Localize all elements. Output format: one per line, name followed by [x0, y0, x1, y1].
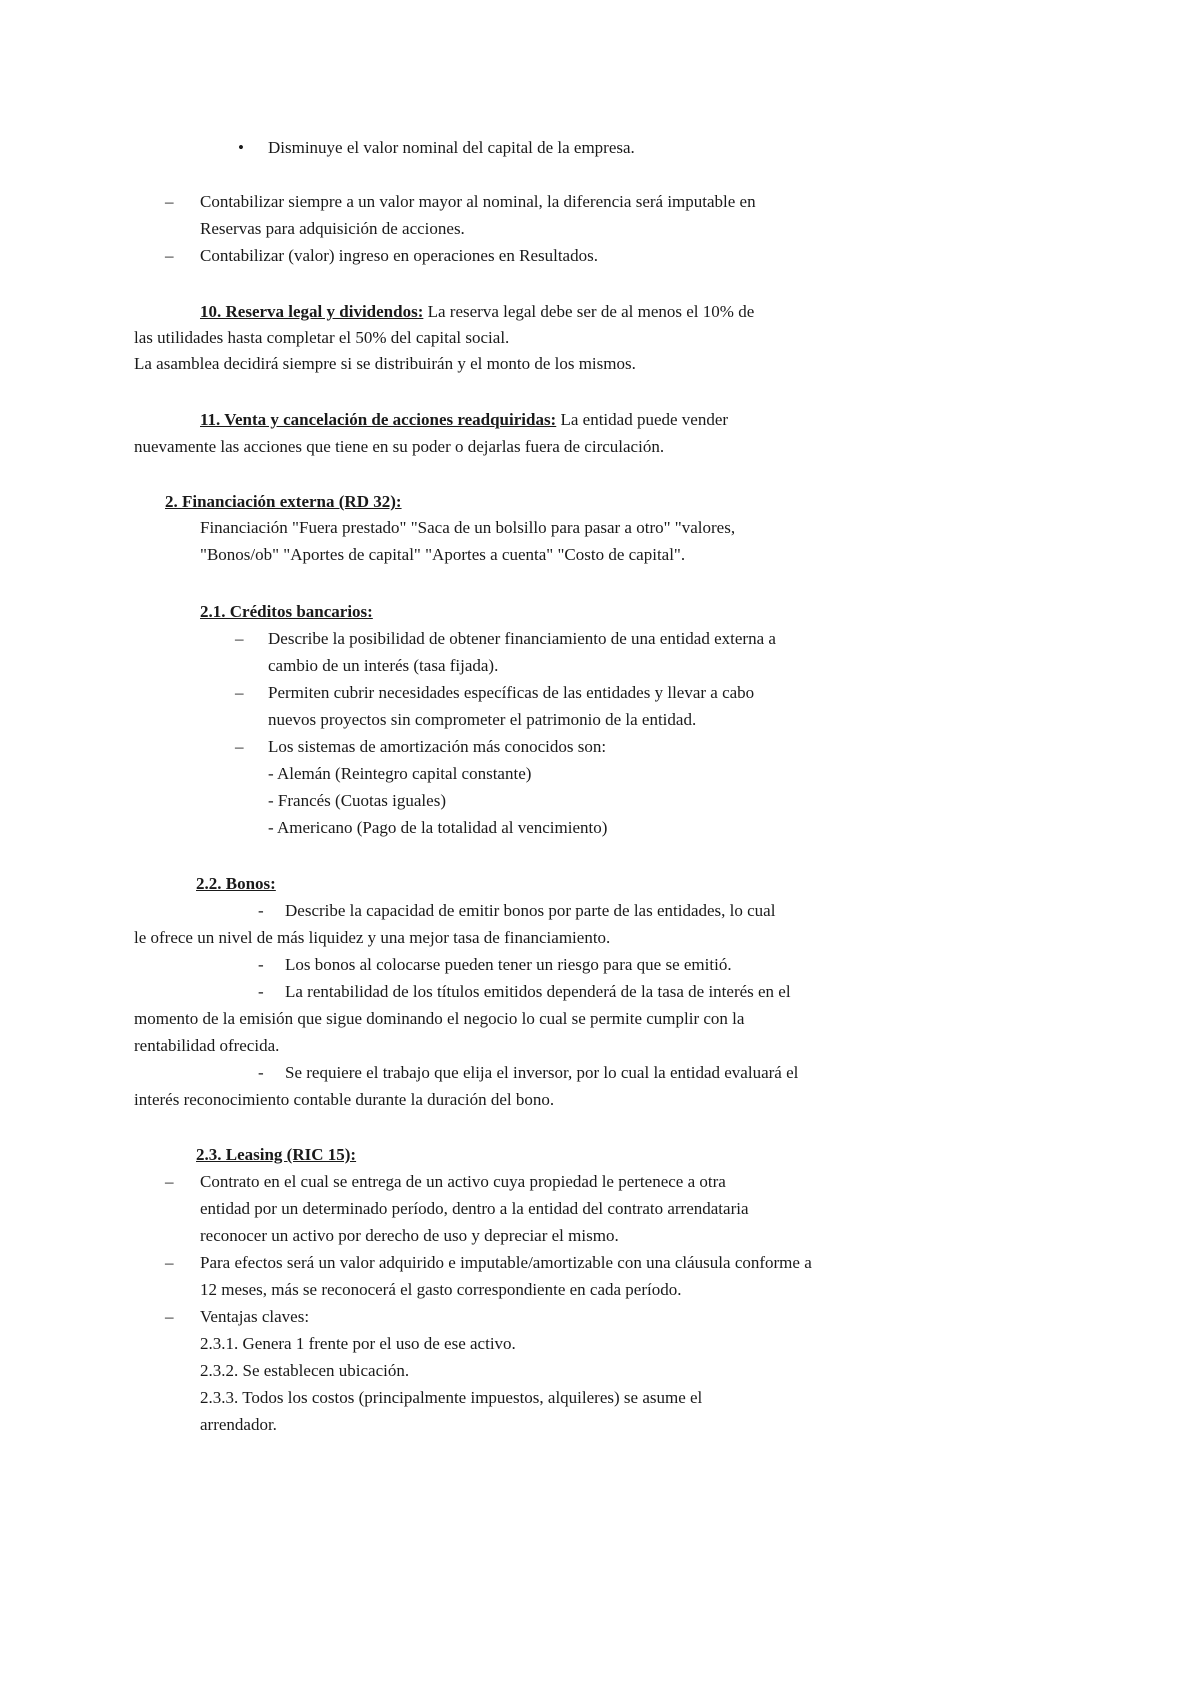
dash-bullet: –: [235, 683, 244, 702]
bonds-item-line: Los bonos al colocarse pueden tener un riesgo para que se emitió.: [285, 955, 732, 974]
section-10-heading: 10. Reserva legal y dividendos:: [200, 302, 424, 321]
dash-bullet: -: [258, 955, 264, 974]
amortization-system: - Alemán (Reintegro capital constante): [268, 764, 532, 783]
leasing-item-line: Contrato en el cual se entrega de un activo cuya propiedad le pertenece a otra: [200, 1172, 726, 1191]
leasing-advantage: 2.3.2. Se establecen ubicación.: [200, 1361, 410, 1380]
dash-item-line: Reservas para adquisición de acciones.: [200, 219, 465, 238]
section-10-first-line: 10. Reserva legal y dividendos: La reserva legal debe ser de al menos el 10% de: [200, 302, 755, 321]
leasing-item-line: 12 meses, más se reconocerá el gasto correspondiente en cada período.: [200, 1280, 682, 1299]
leasing-item-line: entidad por un determinado período, dentro a la entidad del contrato arrendataria: [200, 1199, 749, 1218]
dash-bullet: –: [165, 246, 174, 265]
bullet-dot: •: [238, 138, 244, 157]
section-11-line: nuevamente las acciones que tiene en su poder o dejarlas fuera de circulación.: [134, 437, 665, 456]
bonds-item-line: Se requiere el trabajo que elija el inversor, por lo cual la entidad evaluará el: [285, 1063, 799, 1082]
bonds-item-line: Describe la capacidad de emitir bonos por parte de las entidades, lo cual: [285, 901, 776, 920]
dash-bullet: -: [258, 1063, 264, 1082]
leasing-advantage: 2.3.1. Genera 1 frente por el uso de ese activo.: [200, 1334, 516, 1353]
section-2-1-heading: 2.1. Créditos bancarios:: [200, 602, 373, 621]
dash-bullet: –: [165, 1172, 174, 1191]
leasing-item-line: reconocer un activo por derecho de uso y depreciar el mismo.: [200, 1226, 619, 1245]
section-2-line: Financiación "Fuera prestado" "Saca de un bolsillo para pasar a otro" "valores,: [200, 518, 736, 537]
dash-bullet: –: [165, 192, 174, 211]
dash-bullet: -: [258, 901, 264, 920]
leasing-item-line: Para efectos será un valor adquirido e imputable/amortizable con una cláusula conforme a: [200, 1253, 812, 1272]
section-2-heading: 2. Financiación externa (RD 32):: [165, 492, 402, 511]
section-10-line: La asamblea decidirá siempre si se distribuirán y el monto de los mismos.: [134, 354, 636, 373]
leasing-item-line: Ventajas claves:: [200, 1307, 310, 1326]
credit-item-line: Permiten cubrir necesidades específicas de las entidades y llevar a cabo: [268, 683, 755, 702]
bonds-item-line: rentabilidad ofrecida.: [134, 1036, 280, 1055]
dash-bullet: –: [235, 737, 244, 756]
dash-bullet: –: [165, 1253, 174, 1272]
dash-item-line: Contabilizar (valor) ingreso en operaciones en Resultados.: [200, 246, 598, 265]
section-2-2-heading: 2.2. Bonos:: [196, 874, 276, 893]
amortization-system: - Francés (Cuotas iguales): [268, 791, 446, 810]
credit-item-line: nuevos proyectos sin comprometer el patrimonio de la entidad.: [268, 710, 697, 729]
section-11-heading: 11. Venta y cancelación de acciones readquiridas:: [200, 410, 557, 429]
section-11-first-line: 11. Venta y cancelación de acciones readquiridas: La entidad puede vender: [200, 410, 729, 429]
dash-bullet: –: [165, 1307, 174, 1326]
leasing-advantage: 2.3.3. Todos los costos (principalmente impuestos, alquileres) se asume el: [200, 1388, 703, 1407]
credit-item-line: Describe la posibilidad de obtener financiamiento de una entidad externa a: [268, 629, 776, 648]
section-10-line: las utilidades hasta completar el 50% del capital social.: [134, 328, 510, 347]
credit-item-line: cambio de un interés (tasa fijada).: [268, 656, 499, 675]
dash-bullet: –: [235, 629, 244, 648]
bonds-item-line: momento de la emisión que sigue dominando el negocio lo cual se permite cumplir con la: [134, 1009, 745, 1028]
section-2-3-heading: 2.3. Leasing (RIC 15):: [196, 1145, 357, 1164]
amortization-system: - Americano (Pago de la totalidad al vencimiento): [268, 818, 608, 837]
leasing-advantage: arrendador.: [200, 1415, 277, 1434]
dash-bullet: -: [258, 982, 264, 1001]
section-2-line: "Bonos/ob" "Aportes de capital" "Aportes a cuenta" "Costo de capital".: [200, 545, 686, 564]
bonds-item-line: le ofrece un nivel de más liquidez y una mejor tasa de financiamiento.: [134, 928, 611, 947]
credit-item-line: Los sistemas de amortización más conocidos son:: [268, 737, 607, 756]
bonds-item-line: interés reconocimiento contable durante la duración del bono.: [134, 1090, 555, 1109]
dash-item-line: Contabilizar siempre a un valor mayor al nominal, la diferencia será imputable en: [200, 192, 756, 211]
dot-item-text: Disminuye el valor nominal del capital de la empresa.: [268, 138, 635, 157]
bonds-item-line: La rentabilidad de los títulos emitidos dependerá de la tasa de interés en el: [285, 982, 791, 1001]
